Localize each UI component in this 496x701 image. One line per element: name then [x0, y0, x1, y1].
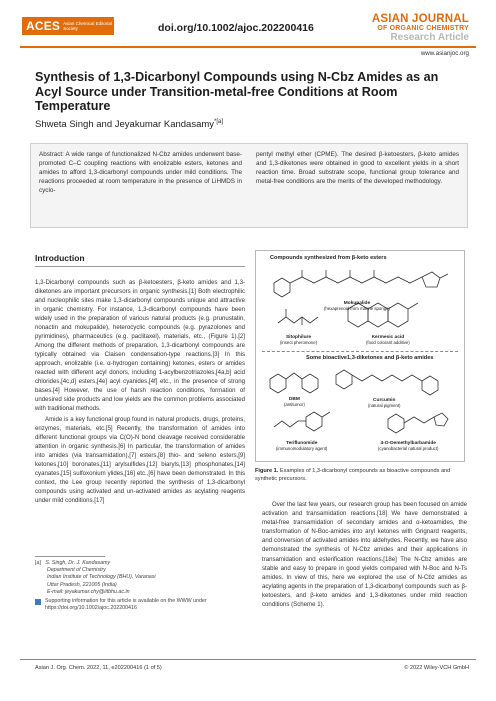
- compound-note: (immunomodulatory agent): [276, 446, 328, 451]
- footnote-label: [a]: [35, 560, 41, 566]
- logo-subtext: Asian Chemical Editorial Society: [63, 21, 112, 31]
- doi-link[interactable]: doi.org/10.1002/ajoc.202200416: [158, 22, 314, 34]
- citation-footer: Asian J. Org. Chem. 2022, 11, e202200416 (1 of 5): [35, 665, 162, 671]
- compound-label: [284, 397, 305, 407]
- kermesic-ring-3: [388, 303, 408, 327]
- supporting-info-note: [35, 598, 245, 612]
- compound-note: (insect pheromone): [280, 340, 318, 345]
- compound-name: Sitophilure: [285, 335, 312, 340]
- compound-name: DBM: [288, 397, 300, 402]
- compound-note: (cyanobacterial natural product): [378, 446, 439, 451]
- compound-name: Curcumin: [373, 398, 396, 403]
- aces-logo: [22, 17, 114, 35]
- compound-label: [378, 441, 438, 451]
- footer-divider: [20, 659, 476, 660]
- mokupalide-lactone: [422, 272, 440, 287]
- teriflunomide-chain: [274, 421, 298, 427]
- abstract-column-2: pentyl methyl ether (CPME). The desired β-ketoesters, β-keto amides and 1,3-diketones were obtained in good to excellent yields in a short reaction time. Broad substrate scope, functional group tolerance and metal-free conditions are the merits of the developed methodology.: [256, 151, 459, 186]
- compound-label: [368, 398, 400, 408]
- figure-section-1-title: Compounds synthesized from β-keto esters: [270, 255, 387, 261]
- dbm-ring-1: [270, 374, 286, 393]
- compound-name: Teriflunomide: [286, 441, 318, 446]
- figure-caption-text: Examples of 1,3-dicarbonyl compounds as bioactive compounds and synthetic precursors.: [255, 468, 451, 482]
- footnote-address: Uttar Pradesh, 221005 (India): [47, 581, 117, 588]
- mokupalide-chain: [290, 277, 422, 283]
- figure-section-2-title: Some bioactive1,3-diketones and β-keto amides: [306, 355, 434, 361]
- intro-paragraph-1: 1,3-Dicarbonyl compounds such as β-ketoesters, β-keto amides and 1,3-diketones are important precursors in organic synthesis.[1] Both electrophilic and nucleophilic sites make 1,3-dicarbonyl compounds unique and attractive in organic chemistry. For instance, 1,3-dicarbonyl compounds have been widely used in the preparation of various natural products (e.g. prunustatin, nonactin and mokupalide), heterocyclic compounds (e.g. pyrazolones and pyrimidines), pharmaceutics (e.g. paclitaxel), materials, etc., (Figure 1).[2] Among the different methods of preparation, 1,3-dicarbonyl compounds are typically obtained via Claisen condensation-type reactions.[3] In this approach, enolizable (i.e. α-hydrogen containing) ketones, esters or amides reacted with different acyl donors, including 1-acylbenzotriazoles,[4a,b] acid chlorides,[4c,d] esters,[4e] acyl cyanides,[4f] etc., in the presence of strong bases.[4] However, the use of harsh reaction conditions, formation of undesired side products and low yields are the common problems associated with traditional methods.: [35, 279, 245, 412]
- right-paragraph-1: Over the last few years, our research group has been focused on amide activation and transamidation reactions.[18] We have demonstrated a metal-free transamidation of secondary amides and α-ketoamides, the transformation of N-Boc-amides into aryl ketones with Grignard reagents, and conversion of activated amides into aldehydes. Recently, we have also demonstrated the synthesis of N-Cbz amides and their applications in transamidation and esterification reactions.[18e] The N-Cbz amides are stable and easy to prepare in good yields compared with N-Boc and N-Ts amides. In view of this, here we explored the use of N-Cbz amides as acylating agents in the preparation of 1,3-dicarbonyl compounds such as β-ketoesters, and β-keto amides and 1,3-diketones under mild reaction conditions (Scheme 1).: [262, 501, 467, 609]
- footnote-authors: S. Singh, Dr. J. Kandasamy: [45, 560, 111, 566]
- journal-line2: OF ORGANIC CHEMISTRY: [377, 25, 469, 32]
- compound-name: Mokupalide: [343, 301, 371, 306]
- footnote-email[interactable]: E-mail: jeyakumar.chy@iitbhu.ac.in: [47, 588, 130, 595]
- article-type: Research Article: [390, 32, 469, 43]
- intro-paragraph-2: Amide is a key functional group found in natural products, drugs, proteins, enzymes, materials, etc.[5] Recently, the transformation of amides into different functional groups via C(O)-N bond cleavage received considerable attention in organic synthesis.[6] In particular, the transformation of amides into amides (via transamidation),[7] esters,[8] thio- and seleno esters,[9] ketones,[10] boronates,[11] arylsulfides,[12] biaryls,[13] phosphonates,[14] cyanates,[15] sulfoxonium ylides,[16] etc.,[6] have been demonstrated. In this context, the Lee group recently reported the synthesis of 1,3-dicarbonyl compounds using activated and un-activated amides as acylating reagents under mild conditions.[17]: [35, 416, 245, 504]
- compound-note: (hexaprenoid from marine sponge): [324, 306, 390, 311]
- journal-line1: ASIAN JOURNAL: [371, 13, 469, 25]
- compound-label: [280, 335, 317, 345]
- compound-note: (antitumor): [284, 402, 305, 407]
- footnote-divider: [35, 556, 105, 557]
- compound-label: [366, 335, 410, 345]
- introduction-heading-block: [35, 253, 245, 267]
- teriflunomide-ring: [306, 412, 322, 431]
- abstract-column-1: Abstract: A wide range of functionalized N-Cbz amides underwent base-promoted C–C coupling reactions with enolizable esters, ketones and amides to afford 1,3-dicarbonyl compounds under mild conditions. The reactions proceeded at room temperature in the presence of LiHMDS in cyclo-: [39, 151, 242, 195]
- logo-text: ACES: [26, 19, 61, 33]
- compound-name: 4-O-Demethylbarbamide: [380, 441, 436, 446]
- mokupalide-ring: [274, 278, 290, 297]
- introduction-body: [35, 278, 245, 507]
- compound-note: (natural pigment): [368, 403, 401, 408]
- supporting-info-icon: [35, 599, 41, 605]
- curcumin-ring-2: [422, 376, 438, 395]
- compound-label: [276, 441, 327, 451]
- right-column-body: [262, 500, 467, 609]
- header-divider: [20, 46, 476, 48]
- compound-name: Kermesic acid: [371, 335, 405, 340]
- curcumin-ring-1: [336, 370, 352, 389]
- curcumin-chain: [352, 375, 422, 381]
- dbm-ring-2: [302, 374, 318, 393]
- figure-caption: [255, 467, 465, 483]
- journal-url[interactable]: www.asianjoc.org: [420, 50, 469, 57]
- barbamide-thiazole: [434, 413, 448, 426]
- abstract-box: [30, 143, 468, 228]
- compound-label: [324, 301, 390, 311]
- figure-divider: [262, 351, 458, 352]
- page-header: [0, 0, 496, 56]
- sitophilure-chain: [278, 317, 318, 323]
- journal-logo: [372, 14, 469, 43]
- author-names: Shweta Singh and Jeyakumar Kandasamy: [35, 119, 215, 131]
- compound-note: (food colorant additive): [366, 340, 410, 345]
- affiliation-footnote: [35, 560, 245, 612]
- copyright-footer: © 2022 Wiley-VCH GmbH: [404, 665, 469, 671]
- article-title: Synthesis of 1,3-Dicarbonyl Compounds using N-Cbz Amides as an Acyl Source under Transition-metal-free Conditions at Room Temperature: [35, 70, 439, 113]
- author-affiliation-mark: *[a]: [214, 119, 224, 125]
- supporting-info-text[interactable]: Supporting information for this article is available on the WWW under https://doi.org/10.1002/ajoc.202200416: [45, 598, 207, 612]
- figure-caption-label: Figure 1.: [255, 468, 279, 474]
- footnote-dept: Department of Chemistry: [47, 567, 106, 574]
- footnote-institute: Indian Institute of Technology (BHU), Varanasi: [47, 574, 156, 581]
- figure-1: [255, 250, 465, 462]
- barbamide-ring: [388, 414, 404, 433]
- author-list: [35, 119, 223, 130]
- introduction-heading: Introduction: [35, 253, 245, 267]
